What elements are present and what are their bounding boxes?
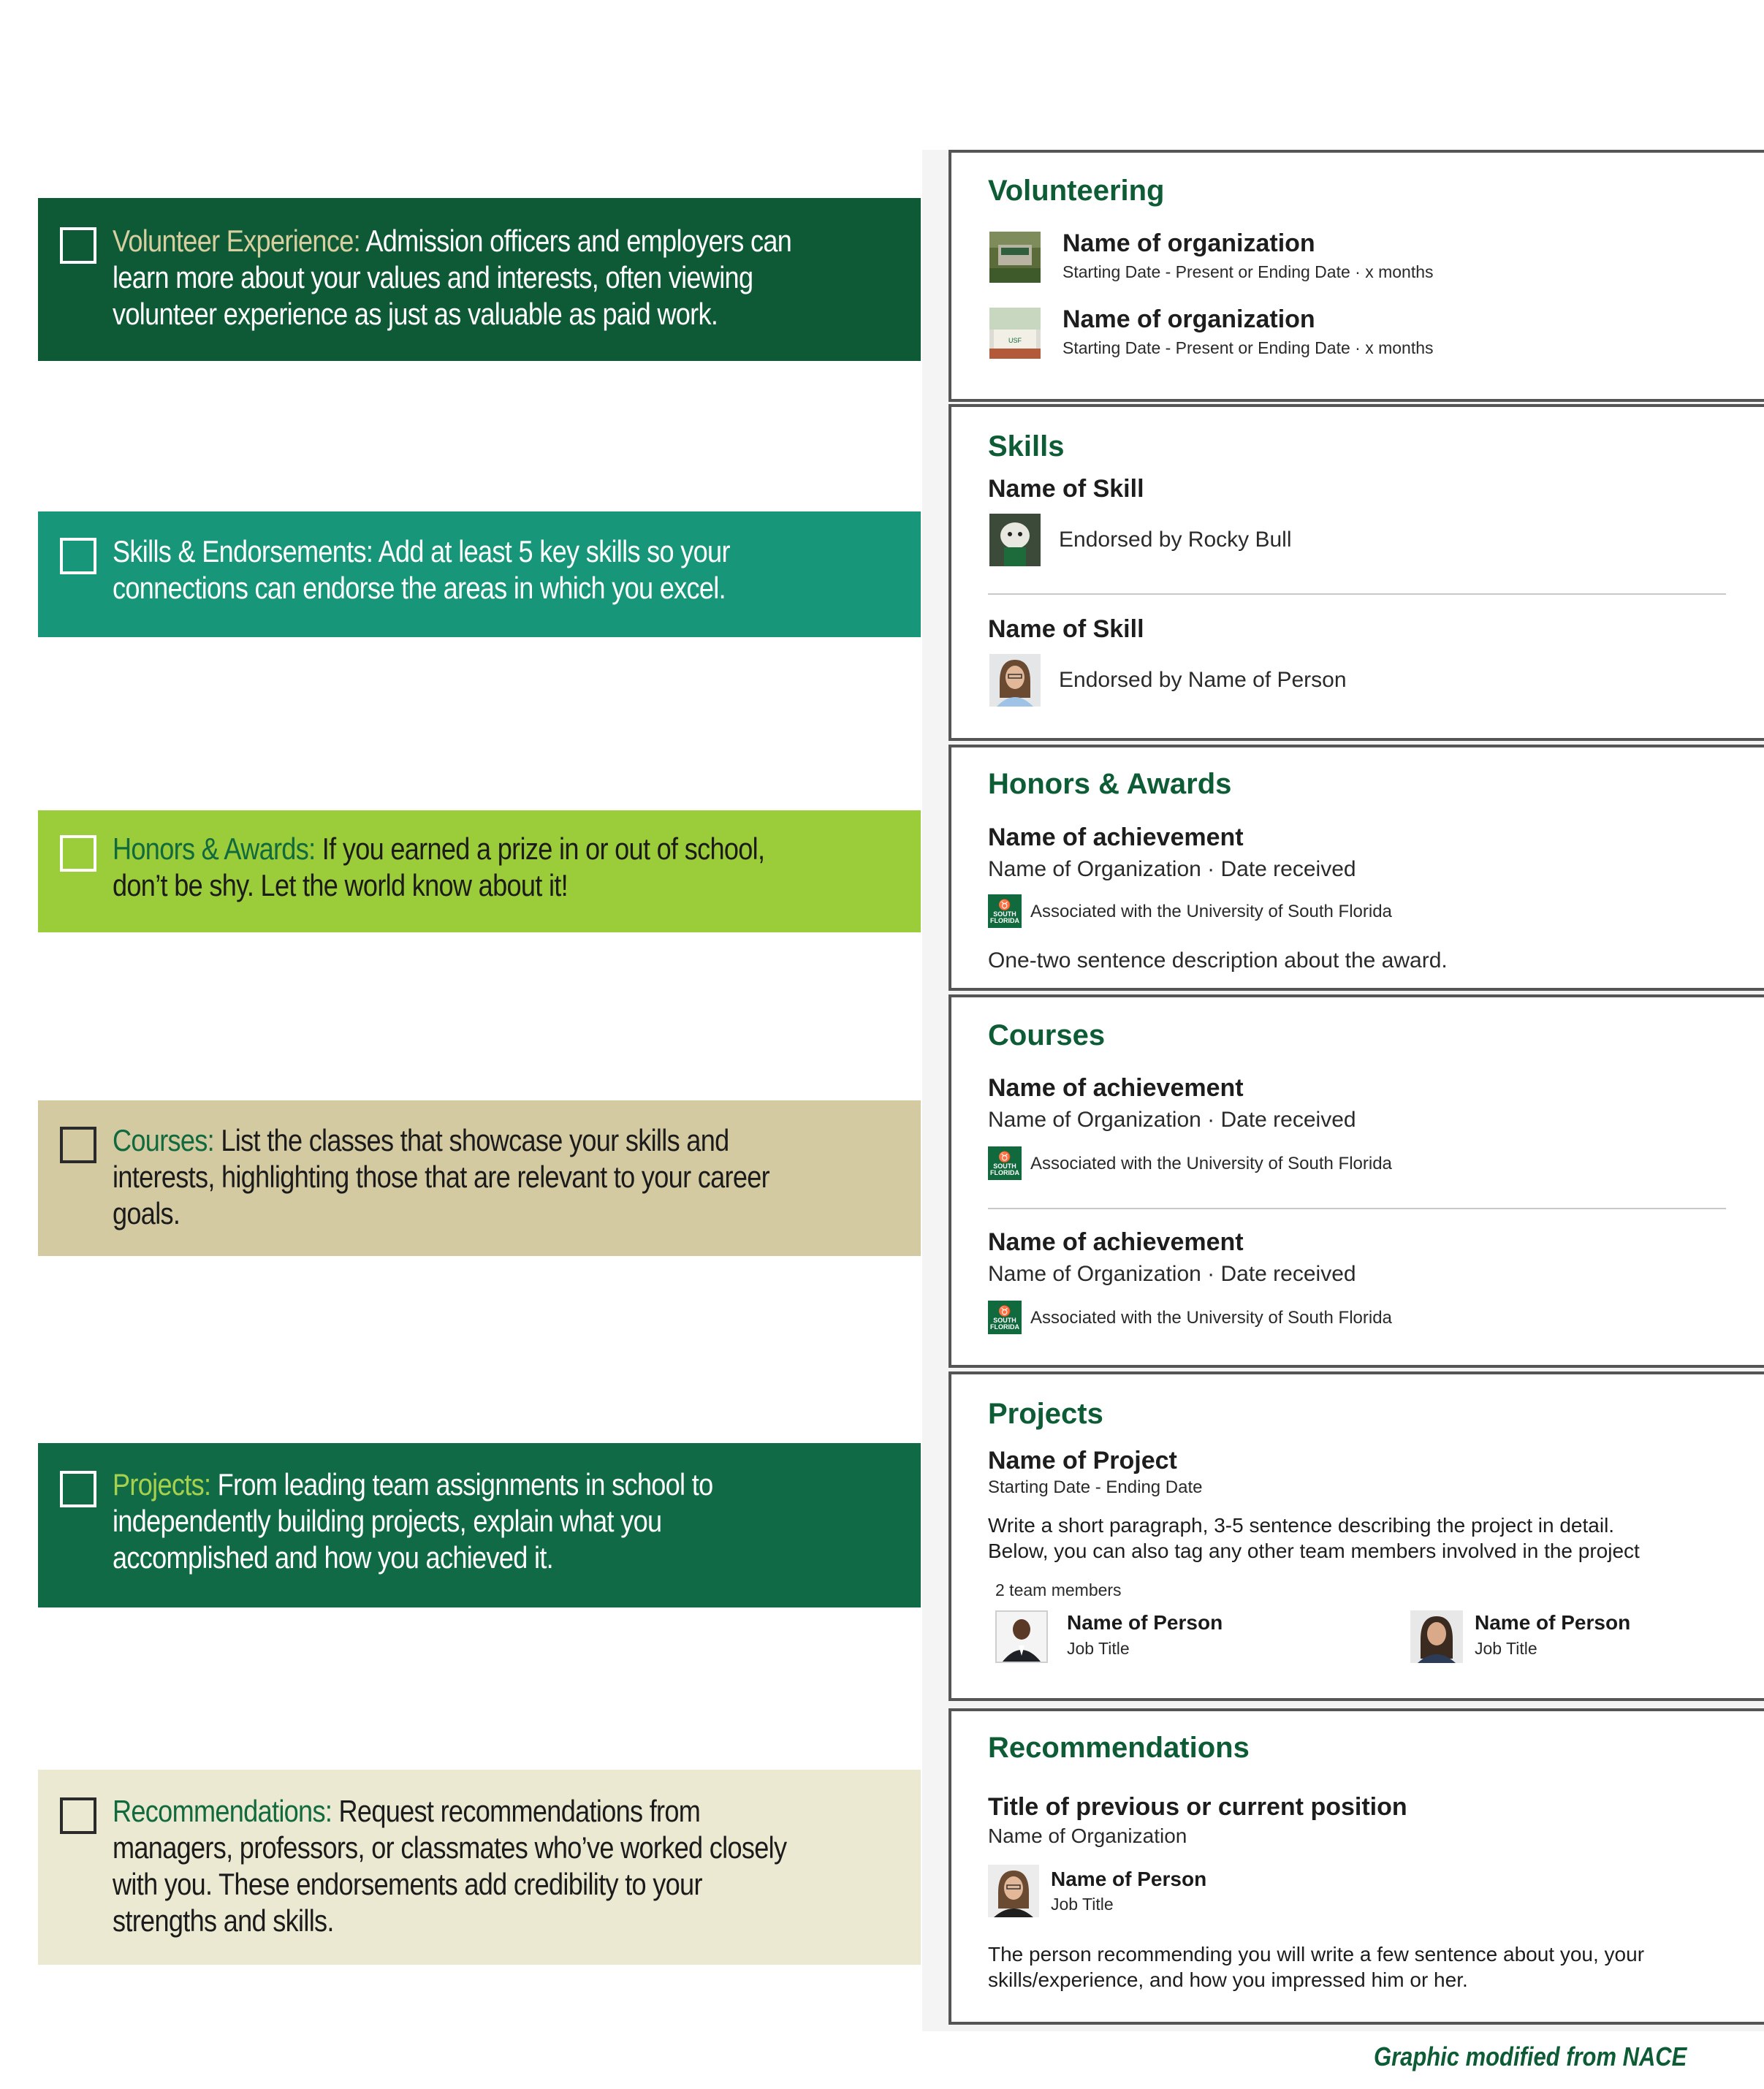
course-name[interactable]: Name of achievement	[988, 1074, 1244, 1102]
organization-dates: Starting Date - Present or Ending Date · x months	[1062, 262, 1434, 281]
checkbox-skills[interactable]	[60, 538, 96, 574]
recommender-avatar[interactable]	[988, 1865, 1039, 1917]
usf-logo	[988, 1301, 1022, 1334]
project-name[interactable]: Name of Project	[988, 1447, 1177, 1475]
footer-credit: Graphic modified from NACE	[1374, 2042, 1687, 2071]
checklist-text	[113, 1122, 807, 1232]
association: Associated with the University of South Florida	[1030, 1308, 1392, 1328]
checklist-body: Admission officers and employers can learn more about your values and interests, often viewing volunteer experience as just as valuable as paid work.	[113, 224, 792, 331]
checklist-text	[113, 533, 807, 606]
usf-logo-text: FLORIDA	[990, 1169, 1019, 1176]
checklist-honors	[38, 810, 921, 932]
usf-logo-text: SOUTH	[993, 910, 1016, 918]
member-name[interactable]: Name of Person	[1067, 1611, 1223, 1634]
checklist-lead: Projects:	[113, 1467, 211, 1502]
member-name[interactable]: Name of Person	[1475, 1611, 1631, 1634]
project-description: Below, you can also tag any other team members involved in the project	[988, 1540, 1640, 1562]
section-title: Volunteering	[988, 175, 1165, 207]
checklist-lead: Recommendations:	[113, 1794, 332, 1828]
endorser-avatar	[989, 514, 1041, 566]
team-count: 2 team members	[995, 1580, 1122, 1599]
checklist-volunteer	[38, 198, 921, 361]
checklist-body: Request recommendations from managers, professors, or classmates who’ve worked closely with you. These endorsements add credibility to your strengths and skills.	[113, 1794, 787, 1938]
checklist-text	[113, 831, 807, 904]
skill-name[interactable]: Name of Skill	[988, 475, 1144, 503]
member-title: Job Title	[1475, 1639, 1537, 1658]
organization-photo	[989, 308, 1041, 359]
bull-icon: ♉	[998, 899, 1011, 910]
divider	[988, 1208, 1726, 1209]
project-dates: Starting Date - Ending Date	[988, 1477, 1203, 1497]
checklist-body: If you earned a prize in or out of school, don’t be shy. Let the world know about it!	[113, 832, 765, 902]
organization-name[interactable]: Name of organization	[1062, 229, 1315, 257]
checklist-skills	[38, 511, 921, 637]
checklist-lead: Courses:	[113, 1123, 215, 1157]
recommender-name[interactable]: Name of Person	[1051, 1868, 1207, 1890]
usf-logo	[988, 894, 1022, 928]
member-avatar[interactable]	[1410, 1610, 1463, 1663]
section-title: Recommendations	[988, 1732, 1250, 1764]
checklist-recommendations	[38, 1770, 921, 1965]
organization-name[interactable]: Name of organization	[1062, 305, 1315, 333]
honors-awards-card	[948, 745, 1764, 991]
checkbox-courses[interactable]	[60, 1127, 96, 1163]
usf-logo-text: FLORIDA	[990, 1323, 1019, 1331]
organization-date: Name of Organization · Date received	[988, 1262, 1356, 1286]
usf-logo	[988, 1146, 1022, 1180]
skill-name[interactable]: Name of Skill	[988, 615, 1144, 643]
section-title: Projects	[988, 1398, 1103, 1430]
organization-date: Name of Organization · Date received	[988, 1108, 1356, 1132]
bull-icon: ♉	[998, 1305, 1011, 1317]
checklist-lead: Skills & Endorsements:	[113, 534, 373, 568]
usf-logo-text: FLORIDA	[990, 917, 1019, 924]
recommender-title: Job Title	[1051, 1895, 1114, 1914]
checklist-body: List the classes that showcase your skills and interests, highlighting those that are relevant to your career goals.	[113, 1123, 770, 1230]
checklist-body: From leading team assignments in school to independently building projects, explain what you accomplished and how you achieved it.	[113, 1467, 713, 1575]
organization-photo	[989, 232, 1041, 283]
section-title: Courses	[988, 1019, 1106, 1051]
checkbox-volunteer[interactable]	[60, 227, 96, 264]
member-title: Job Title	[1067, 1639, 1130, 1658]
recommendations-card	[948, 1708, 1764, 2025]
checkbox-honors[interactable]	[60, 835, 96, 872]
skill-endorsement: Endorsed by Rocky Bull	[1059, 528, 1292, 552]
checklist-text	[113, 1793, 807, 1939]
divider	[988, 593, 1726, 595]
checkbox-recommendations[interactable]	[60, 1797, 96, 1834]
organization-date: Name of Organization · Date received	[988, 857, 1356, 881]
position-title[interactable]: Title of previous or current position	[988, 1793, 1407, 1821]
section-title: Skills	[988, 430, 1065, 463]
projects-card	[948, 1371, 1764, 1701]
skill-endorsement: Endorsed by Name of Person	[1059, 668, 1347, 692]
association: Associated with the University of South Florida	[1030, 1154, 1392, 1173]
course-name[interactable]: Name of achievement	[988, 1228, 1244, 1256]
recommendation-description: The person recommending you will write a few sentence about you, your	[988, 1943, 1645, 1966]
checklist-lead: Volunteer Experience:	[113, 224, 360, 258]
usf-logo-text: SOUTH	[993, 1163, 1016, 1170]
project-description: Write a short paragraph, 3-5 sentence describing the project in detail.	[988, 1514, 1615, 1537]
usf-logo-text: SOUTH	[993, 1317, 1016, 1324]
member-avatar[interactable]	[995, 1610, 1048, 1663]
checkbox-projects[interactable]	[60, 1471, 96, 1507]
checklist-text	[113, 223, 807, 332]
organization-dates: Starting Date - Present or Ending Date · x months	[1062, 338, 1434, 357]
recommendation-description: skills/experience, and how you impressed him or her.	[988, 1968, 1468, 1991]
award-description: One-two sentence description about the award.	[988, 948, 1448, 973]
checklist-projects	[38, 1443, 921, 1607]
svg-text:USF: USF	[1008, 337, 1022, 344]
courses-card	[948, 994, 1764, 1368]
checklist-body: Add at least 5 key skills so your connections can endorse the areas in which you excel.	[113, 534, 730, 605]
bull-icon: ♉	[998, 1151, 1011, 1163]
checklist-text	[113, 1466, 807, 1576]
section-title: Honors & Awards	[988, 768, 1232, 800]
association: Associated with the University of South Florida	[1030, 902, 1392, 921]
volunteering-card	[948, 150, 1764, 402]
organization-name: Name of Organization	[988, 1824, 1187, 1847]
checklist-courses	[38, 1100, 921, 1256]
skills-card	[948, 404, 1764, 741]
endorser-avatar	[989, 654, 1041, 707]
checklist-lead: Honors & Awards:	[113, 832, 316, 866]
achievement-name[interactable]: Name of achievement	[988, 823, 1244, 851]
